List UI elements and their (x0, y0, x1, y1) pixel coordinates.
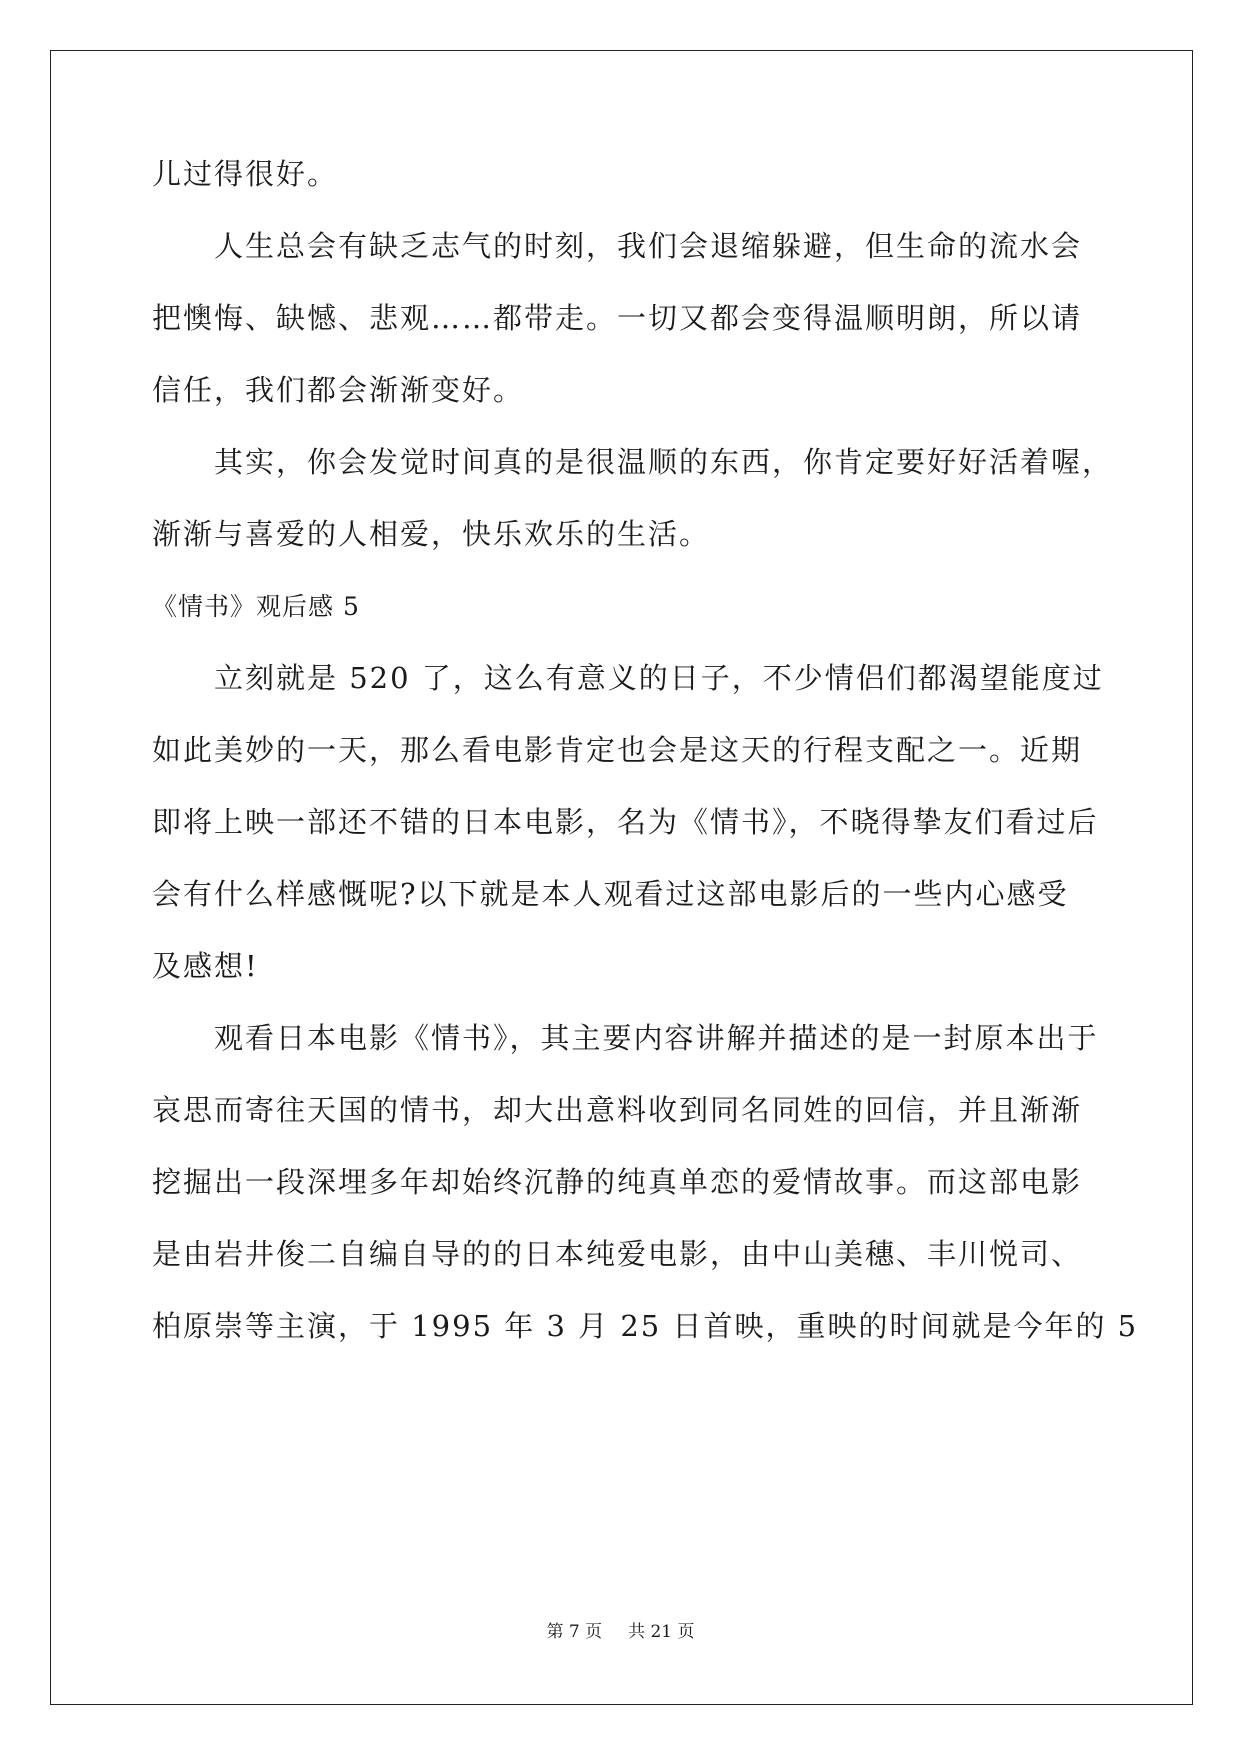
text-line: 哀思而寄往天国的情书，却大出意料收到同名同姓的回信，并且渐渐 (152, 1093, 1083, 1127)
page-footer (0, 1620, 1241, 1644)
text-line: 如此美妙的一天，那么看电影肯定也会是这天的行程支配之一。近期 (152, 733, 1083, 767)
text-line: 柏原崇等主演，于 1995 年 3 月 25 日首映，重映的时间就是今年的 5 (152, 1309, 1139, 1343)
page-total: 共 21 页 (628, 1622, 695, 1642)
text-line: 把懊悔、缺憾、悲观……都带走。一切又都会变得温顺明朗，所以请 (152, 301, 1083, 335)
text-line: 渐渐与喜爱的人相爱，快乐欢乐的生活。 (152, 517, 711, 551)
text-line: 挖掘出一段深埋多年却始终沉静的纯真单恋的爱情故事。而这部电影 (152, 1165, 1083, 1199)
text-line: 观看日本电影《情书》，其主要内容讲解并描述的是一封原本出于 (214, 1021, 1099, 1055)
text-line: 儿过得很好。 (152, 157, 339, 191)
text-line: 会有什么样感慨呢?以下就是本人观看过这部电影后的一些内心感受 (152, 877, 1069, 911)
text-line: 即将上映一部还不错的日本电影，名为《情书》，不晓得挚友们看过后 (152, 805, 1099, 839)
text-line: 人生总会有缺乏志气的时刻，我们会退缩躲避，但生命的流水会 (214, 229, 1083, 263)
text-line: 及感想! (152, 949, 259, 983)
page-number: 第 7 页 (546, 1622, 603, 1642)
text-line: 信任，我们都会渐渐变好。 (152, 373, 525, 407)
text-line: 立刻就是 520 了，这么有意义的日子，不少情侣们都渴望能度过 (214, 661, 1104, 695)
text-line: 其实，你会发觉时间真的是很温顺的东西，你肯定要好好活着喔， (214, 445, 1114, 479)
section-heading: 《情书》观后感 5 (152, 592, 360, 621)
text-line: 是由岩井俊二自编自导的的日本纯爱电影，由中山美穗、丰川悦司、 (152, 1237, 1083, 1271)
